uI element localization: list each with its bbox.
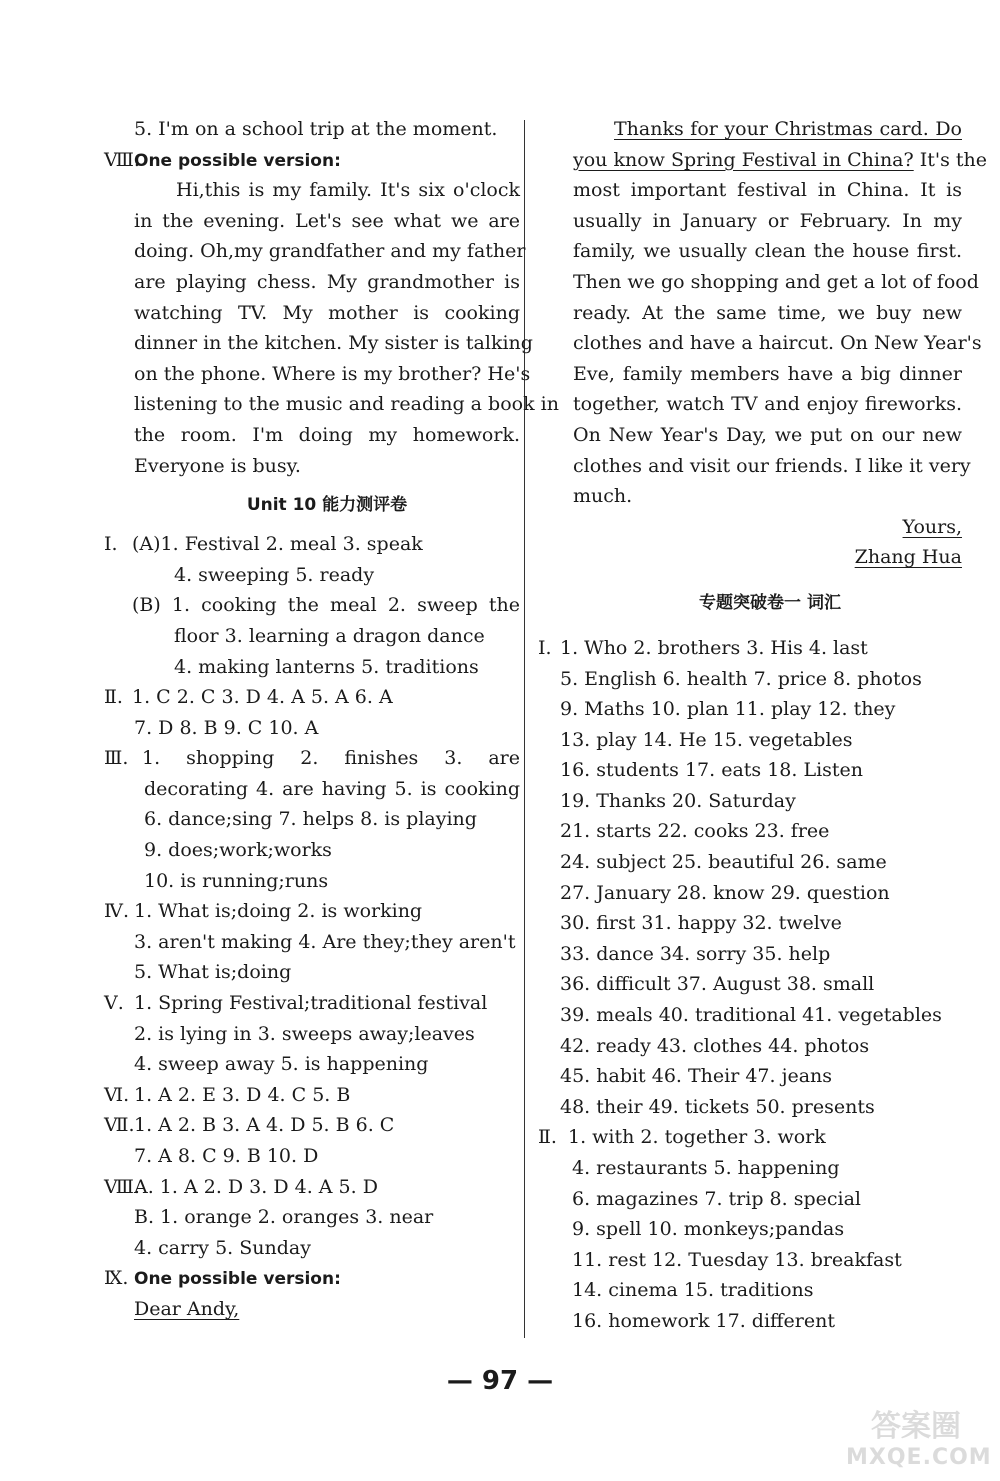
roman-numeral: Ⅶ. bbox=[104, 1114, 135, 1137]
text-line: the room. I'm doing my homework. bbox=[134, 423, 520, 446]
answers: 1. What is;doing 2. is working bbox=[134, 900, 423, 923]
answer-line: 42. ready 43. clothes 44. photos bbox=[560, 1034, 870, 1057]
answer-line bbox=[104, 988, 520, 1019]
letter-line: ready. At the same time, we buy new bbox=[573, 301, 962, 324]
answer-line: 48. their 49. tickets 50. presents bbox=[560, 1095, 875, 1118]
letter-line: together, watch TV and enjoy fireworks. bbox=[573, 393, 962, 416]
answer-line: B. 1. orange 2. oranges 3. near bbox=[134, 1206, 434, 1229]
roman-numeral: Ⅸ. bbox=[104, 1267, 129, 1290]
column-divider bbox=[524, 120, 525, 1338]
answer-line: (B) 1. cooking the meal 2. sweep the bbox=[132, 594, 520, 617]
roman-numeral: Ⅳ. bbox=[104, 900, 130, 923]
left-column bbox=[104, 114, 559, 1325]
letter-line: Then we go shopping and get a lot of food bbox=[573, 270, 979, 293]
section-heading bbox=[104, 1263, 520, 1294]
answers: 1. shopping 2. finishes 3. are bbox=[142, 747, 520, 770]
letter-line: most important festival in China. It is bbox=[573, 179, 962, 202]
text-line: are playing chess. My grandmother is bbox=[134, 270, 520, 293]
answer-line bbox=[538, 633, 962, 664]
answer-line: 36. difficult 37. August 38. small bbox=[560, 973, 875, 996]
answer-line: 7. D 8. B 9. C 10. A bbox=[134, 716, 319, 739]
letter-line: Thanks for your Christmas card. Do bbox=[614, 118, 962, 140]
answer-line: 24. subject 25. beautiful 26. same bbox=[560, 851, 887, 874]
answer-line: 6. dance;sing 7. helps 8. is playing bbox=[144, 808, 477, 831]
answer-line: 4. making lanterns 5. traditions bbox=[174, 655, 479, 678]
roman-numeral: Ⅱ. bbox=[538, 1126, 557, 1149]
letter-line: Eve, family members have a big dinner bbox=[573, 362, 962, 385]
text-line: doing. Oh,my grandfather and my father bbox=[134, 240, 526, 263]
answers: 1. with 2. together 3. work bbox=[568, 1126, 826, 1149]
letter-line: clothes and visit our friends. I like it very bbox=[573, 454, 971, 477]
answer-line: 4. sweep away 5. is happening bbox=[134, 1053, 429, 1076]
answer-line: 39. meals 40. traditional 41. vegetables bbox=[560, 1004, 942, 1027]
page-number: — 97 — bbox=[446, 1366, 554, 1396]
answer-line bbox=[104, 743, 520, 774]
answer-line: 9. does;work;works bbox=[144, 839, 332, 862]
answer-line: 30. first 31. happy 32. twelve bbox=[560, 912, 842, 935]
right-column bbox=[538, 114, 988, 1337]
answer-line: 3. aren't making 4. Are they;they aren't bbox=[134, 930, 516, 953]
text-line: on the phone. Where is my brother? He's bbox=[134, 362, 531, 385]
watermark-cn: 答案圈 bbox=[871, 1409, 961, 1444]
answer-line bbox=[104, 1110, 520, 1141]
signature-text: Zhang Hua bbox=[854, 546, 962, 569]
answer-line: 4. carry 5. Sunday bbox=[134, 1236, 311, 1259]
letter-line: On New Year's Day, we put on our new bbox=[573, 423, 962, 446]
roman-numeral: Ⅵ. bbox=[104, 1083, 130, 1106]
text-line: dinner in the kitchen. My sister is talking bbox=[134, 332, 533, 355]
answer-line: 10. is running;runs bbox=[144, 869, 329, 892]
watermark-en: MXQE.COM bbox=[846, 1445, 992, 1470]
answer-line: 9. Maths 10. plan 11. play 12. they bbox=[560, 698, 896, 721]
label: One possible version: bbox=[134, 150, 341, 171]
letter-line: usually in January or February. In my bbox=[573, 209, 962, 232]
letter-signature bbox=[538, 542, 962, 573]
answers: 1. A 2. B 3. A 4. D 5. B 6. C bbox=[134, 1114, 395, 1137]
answer-line bbox=[104, 529, 520, 560]
label: One possible version: bbox=[134, 1269, 341, 1290]
answer-line: 45. habit 46. Their 47. jeans bbox=[560, 1065, 833, 1088]
answer-line: 27. January 28. know 29. question bbox=[560, 881, 890, 904]
answer-line: 16. students 17. eats 18. Listen bbox=[560, 759, 864, 782]
answer-line: 5. What is;doing bbox=[134, 961, 292, 984]
answer-line bbox=[538, 1122, 962, 1153]
roman-numeral: Ⅲ. bbox=[104, 747, 129, 770]
answers: 1. Who 2. brothers 3. His 4. last bbox=[560, 636, 868, 659]
answer-line bbox=[104, 1080, 520, 1111]
roman-numeral: I. bbox=[538, 636, 552, 659]
answers: 1. A 2. E 3. D 4. C 5. B bbox=[134, 1083, 351, 1106]
roman-numeral: Ⅷ. bbox=[104, 148, 140, 171]
closing-text: Yours, bbox=[902, 515, 962, 538]
answer-line: 19. Thanks 20. Saturday bbox=[560, 789, 796, 812]
text-line: Hi,this is my family. It's six o'clock bbox=[176, 179, 520, 202]
letter-text: It's the bbox=[913, 148, 988, 171]
text-line: Everyone is busy. bbox=[134, 454, 301, 477]
answer-line: 4. sweeping 5. ready bbox=[174, 563, 375, 586]
answer-line: decorating 4. are having 5. is cooking bbox=[144, 777, 520, 800]
text-line: listening to the music and reading a book in bbox=[134, 393, 559, 416]
watermark-logo bbox=[846, 1401, 992, 1475]
answers: 1. C 2. C 3. D 4. A 5. A 6. A bbox=[132, 686, 393, 709]
letter-closing bbox=[538, 512, 962, 543]
section-title: 专题突破卷一 词汇 bbox=[699, 592, 841, 613]
answer-line: floor 3. learning a dragon dance bbox=[174, 624, 485, 647]
roman-numeral: Ⅰ. bbox=[104, 533, 118, 556]
answer-line: 7. A 8. C 9. B 10. D bbox=[134, 1145, 319, 1167]
text-line: 5. I'm on a school trip at the moment. bbox=[134, 118, 498, 140]
letter-line: much. bbox=[573, 485, 633, 508]
answers: 1. Spring Festival;traditional festival bbox=[134, 992, 488, 1015]
letter-line bbox=[538, 145, 988, 176]
answer-line: 6. magazines 7. trip 8. special bbox=[572, 1187, 861, 1210]
roman-numeral: Ⅷ. bbox=[104, 1175, 140, 1198]
roman-numeral: Ⅱ. bbox=[104, 686, 123, 709]
roman-numeral: Ⅴ. bbox=[104, 992, 124, 1015]
letter-greeting bbox=[104, 1294, 520, 1325]
answer-line bbox=[104, 682, 520, 713]
letter-line: clothes and have a haircut. On New Year's bbox=[573, 332, 982, 355]
answer-line: 4. restaurants 5. happening bbox=[572, 1157, 840, 1179]
answers: A. 1. A 2. D 3. D 4. A 5. D bbox=[134, 1175, 378, 1198]
answers: (A)1. Festival 2. meal 3. speak bbox=[132, 533, 423, 556]
section-heading bbox=[104, 145, 520, 176]
answer-line: 14. cinema 15. traditions bbox=[572, 1279, 814, 1302]
answer-line: 16. homework 17. different bbox=[572, 1309, 835, 1332]
text-line: watching TV. My mother is cooking bbox=[134, 301, 520, 324]
greeting-text: Dear Andy, bbox=[134, 1297, 240, 1320]
answer-line bbox=[104, 1172, 520, 1203]
answer-line: 33. dance 34. sorry 35. help bbox=[560, 942, 831, 965]
text-line: in the evening. Let's see what we are bbox=[134, 209, 520, 232]
answer-line: 13. play 14. He 15. vegetables bbox=[560, 728, 853, 751]
answer-line: 9. spell 10. monkeys;pandas bbox=[572, 1218, 845, 1241]
underlined-question: you know Spring Festival in China? bbox=[573, 148, 914, 171]
answer-line: 5. English 6. health 7. price 8. photos bbox=[560, 667, 922, 690]
unit-title: Unit 10 能力测评卷 bbox=[246, 495, 408, 516]
answer-line: 21. starts 22. cooks 23. free bbox=[560, 820, 830, 843]
answer-line bbox=[104, 896, 520, 927]
answer-line: 11. rest 12. Tuesday 13. breakfast bbox=[572, 1248, 902, 1271]
answer-line: 2. is lying in 3. sweeps away;leaves bbox=[134, 1022, 475, 1045]
letter-line: family, we usually clean the house first. bbox=[573, 240, 962, 263]
